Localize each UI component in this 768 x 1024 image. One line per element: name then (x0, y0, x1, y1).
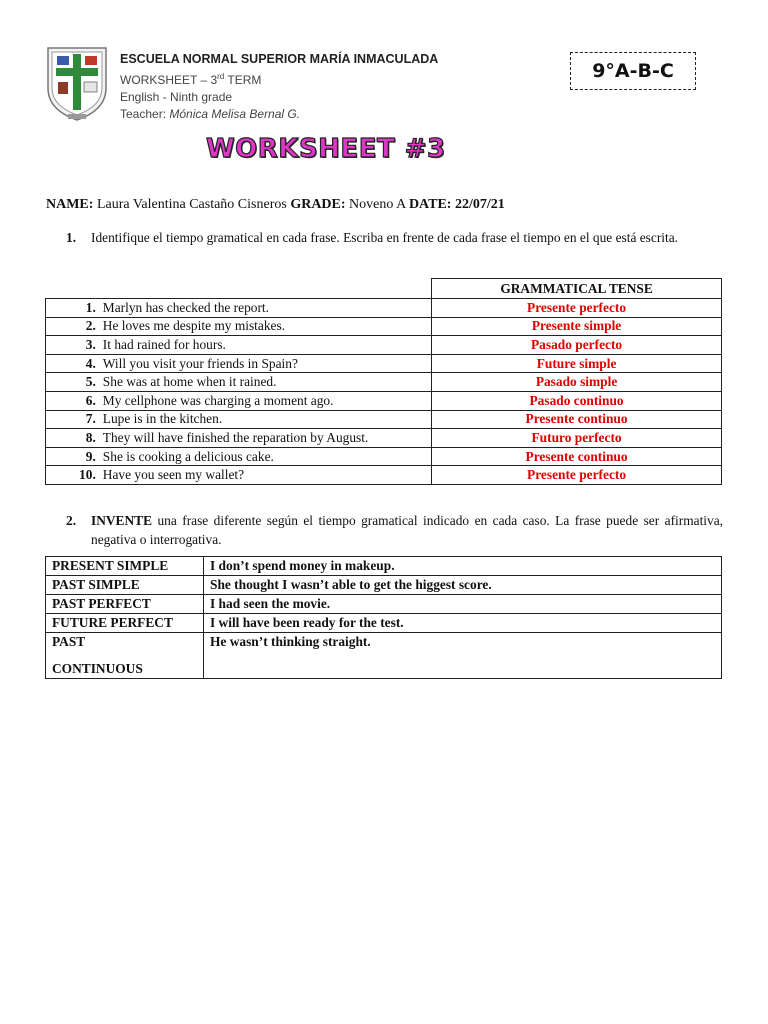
table-row (46, 354, 722, 373)
sentence-cell: She is cooking a delicious cake. (100, 447, 432, 466)
teacher-line: Teacher: Mónica Melisa Bernal G. (120, 107, 301, 121)
question-1-number: 1. (66, 230, 77, 245)
question-2 (66, 511, 723, 549)
student-info-line (46, 197, 505, 213)
table-row (46, 429, 722, 448)
question-2-text: una frase diferente según el tiempo gramatical indicado en cada caso. La frase puede ser afirmativa, negativa o interrogativa. (91, 513, 723, 547)
sentence-cell: My cellphone was charging a moment ago. (100, 391, 432, 410)
table-row (46, 373, 722, 392)
sentence-cell: Have you seen my wallet? (100, 466, 432, 485)
sentence-number: 1. (46, 299, 100, 318)
table-row (46, 466, 722, 485)
school-crest-logo (44, 44, 110, 122)
tense-identification-table (45, 278, 722, 485)
table-row (46, 410, 722, 429)
subject-line: English - Ninth grade (120, 90, 233, 104)
tense-answer-cell: Presente perfecto (432, 466, 722, 485)
grade-label: GRADE: (290, 197, 346, 212)
table-row (46, 336, 722, 355)
tense-answer-cell: Pasado continuo (432, 391, 722, 410)
table-row (46, 557, 722, 576)
question-2-keyword: INVENTE (91, 513, 153, 528)
invented-sentence-cell: She thought I wasn’t able to get the higgest score. (204, 576, 722, 595)
tense-label-cell: FUTURE PERFECT (46, 614, 204, 633)
school-info (120, 51, 438, 123)
sentence-number: 8. (46, 429, 100, 448)
student-grade: Noveno A (349, 197, 406, 212)
sentence-number: 6. (46, 391, 100, 410)
tense-answer-cell: Pasado perfecto (432, 336, 722, 355)
tense-label-cell: PAST CONTINUOUS (46, 633, 204, 679)
tense-label-cell: PAST SIMPLE (46, 576, 204, 595)
table-row (46, 391, 722, 410)
invented-sentence-cell: He wasn’t thinking straight. (204, 633, 722, 679)
tense-answer-cell: Pasado simple (432, 373, 722, 392)
tense-answer-cell: Futuro perfecto (432, 429, 722, 448)
tense-answer-cell: Presente simple (432, 317, 722, 336)
sentence-cell: She was at home when it rained. (100, 373, 432, 392)
date-value: 22/07/21 (454, 197, 505, 212)
sentence-cell: Will you visit your friends in Spain? (100, 354, 432, 373)
table-header-row (46, 279, 722, 299)
grade-box: 9°A-B-C (570, 52, 696, 90)
student-name: Laura Valentina Castaño Cisneros (96, 197, 287, 212)
invented-sentence-cell: I will have been ready for the test. (204, 614, 722, 633)
tense-answer-cell: Presente continuo (432, 410, 722, 429)
name-label: NAME: (46, 197, 94, 212)
tense-answer-cell: Presente continuo (432, 447, 722, 466)
sentence-number: 7. (46, 410, 100, 429)
table-row (46, 576, 722, 595)
sentence-number: 4. (46, 354, 100, 373)
school-name: ESCUELA NORMAL SUPERIOR MARÍA INMACULADA (120, 52, 439, 66)
sentence-number: 5. (46, 373, 100, 392)
tense-label-cell: PAST PERFECT (46, 595, 204, 614)
sentence-cell: They will have finished the reparation by August. (100, 429, 432, 448)
tense-answer-cell: Presente perfecto (432, 299, 722, 318)
invent-sentences-table (45, 556, 722, 679)
question-1 (66, 228, 723, 247)
sentence-number: 2. (46, 317, 100, 336)
question-1-text: Identifique el tiempo gramatical en cada frase. Escriba en frente de cada frase el tiempo en el que está escrita. (91, 230, 679, 245)
invented-sentence-cell: I don’t spend money in makeup. (204, 557, 722, 576)
sentence-cell: Lupe is in the kitchen. (100, 410, 432, 429)
sentence-number: 3. (46, 336, 100, 355)
tense-answer-cell: Future simple (432, 354, 722, 373)
sentence-cell: It had rained for hours. (100, 336, 432, 355)
question-2-number: 2. (66, 513, 77, 528)
table-row (46, 447, 722, 466)
sentence-number: 9. (46, 447, 100, 466)
grammatical-tense-header: GRAMMATICAL TENSE (432, 279, 722, 299)
sentence-cell: He loves me despite my mistakes. (100, 317, 432, 336)
table-row (46, 595, 722, 614)
table-row (46, 299, 722, 318)
table-row (46, 614, 722, 633)
sentence-cell: Marlyn has checked the report. (100, 299, 432, 318)
date-label: DATE: (408, 197, 452, 212)
worksheet-term: WORKSHEET – 3rd TERM (120, 72, 262, 87)
tense-label-cell: PRESENT SIMPLE (46, 557, 204, 576)
invented-sentence-cell: I had seen the movie. (204, 595, 722, 614)
worksheet-title: WORKSHEET #3 (206, 134, 446, 164)
table-row (46, 633, 722, 679)
sentence-number: 10. (46, 466, 100, 485)
table-row (46, 317, 722, 336)
